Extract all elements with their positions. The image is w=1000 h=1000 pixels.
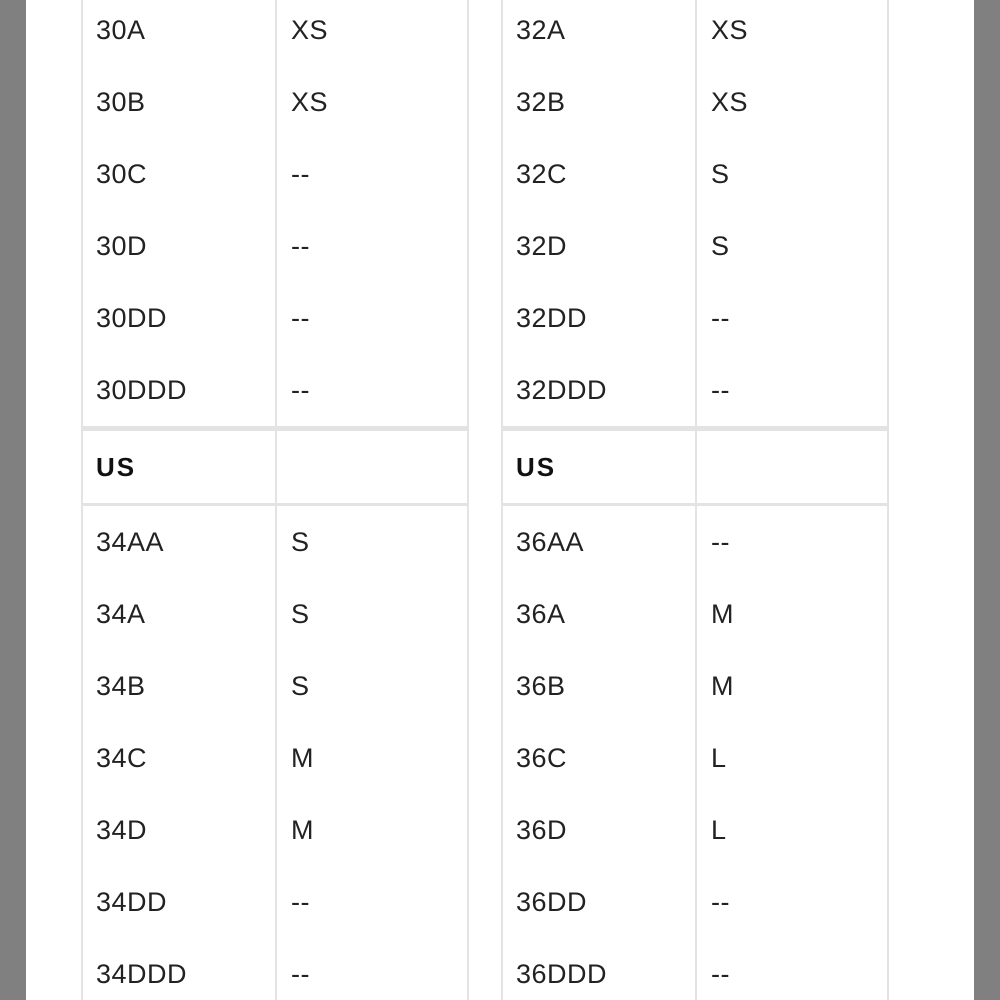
table-row [503,722,887,794]
table-row [503,354,887,426]
table-row [503,650,887,722]
table-row [503,794,887,866]
fit-cell: -- [291,230,310,261]
size-cell: 34A [83,578,277,650]
fit-cell: M [711,670,734,701]
header-region-label: US [503,431,697,503]
size-cell: 32DD [503,282,697,354]
table-row [503,282,887,354]
table-header [503,426,887,506]
size-table-right [501,0,889,1000]
fit-cell: S [291,598,310,629]
size-rows-top [503,0,887,426]
table-header [83,426,467,506]
table-row [503,0,887,66]
table-row [83,578,467,650]
table-row [503,138,887,210]
size-cell: 36A [503,578,697,650]
size-cell: 30A [83,0,277,66]
size-cell: 30C [83,138,277,210]
fit-cell: -- [291,958,310,989]
size-cell: 34DD [83,866,277,938]
size-cell: 34DDD [83,938,277,1000]
fit-cell: -- [711,302,730,333]
table-row [83,650,467,722]
size-cell: 30DD [83,282,277,354]
size-cell: 36AA [503,506,697,578]
size-cell: 32DDD [503,354,697,426]
fit-cell: XS [711,14,749,45]
fit-cell: S [711,230,730,261]
size-cell: 36D [503,794,697,866]
fit-cell: -- [291,886,310,917]
table-row [83,354,467,426]
fit-cell: M [291,814,314,845]
size-cell: 32A [503,0,697,66]
size-cell: 32B [503,66,697,138]
table-row [503,210,887,282]
size-table-left [81,0,469,1000]
header-empty-cell [697,431,887,503]
size-rows-bottom [503,506,887,1000]
fit-cell: S [291,526,310,557]
fit-cell: -- [711,886,730,917]
table-row [83,0,467,66]
table-row [83,794,467,866]
table-row [83,282,467,354]
size-cell: 34AA [83,506,277,578]
fit-cell: -- [291,374,310,405]
fit-cell: -- [711,958,730,989]
table-row [83,722,467,794]
size-cell: 34C [83,722,277,794]
table-row [83,210,467,282]
table-row [83,506,467,578]
fit-cell: -- [291,302,310,333]
size-cell: 36C [503,722,697,794]
header-empty-cell [277,431,467,503]
table-row [83,138,467,210]
fit-cell: L [711,742,727,773]
size-cell: 30D [83,210,277,282]
size-cell: 36DD [503,866,697,938]
table-row [503,866,887,938]
size-cell: 36B [503,650,697,722]
table-row [83,66,467,138]
size-rows-bottom [83,506,467,1000]
size-cell: 32C [503,138,697,210]
table-row [83,938,467,1000]
header-region-label: US [83,431,277,503]
table-row [503,938,887,1000]
size-cell: 30B [83,66,277,138]
size-cell: 36DDD [503,938,697,1000]
fit-cell: L [711,814,727,845]
fit-cell: S [291,670,310,701]
size-cell: 32D [503,210,697,282]
fit-cell: -- [291,158,310,189]
fit-cell: M [291,742,314,773]
fit-cell: -- [711,526,730,557]
size-chart-page [26,0,974,1000]
table-row [503,578,887,650]
fit-cell: XS [291,86,329,117]
fit-cell: S [711,158,730,189]
size-rows-top [83,0,467,426]
table-row [503,506,887,578]
fit-cell: XS [711,86,749,117]
fit-cell: -- [711,374,730,405]
fit-cell: M [711,598,734,629]
fit-cell: XS [291,14,329,45]
table-row [83,866,467,938]
size-cell: 30DDD [83,354,277,426]
size-cell: 34B [83,650,277,722]
table-row [503,66,887,138]
size-cell: 34D [83,794,277,866]
